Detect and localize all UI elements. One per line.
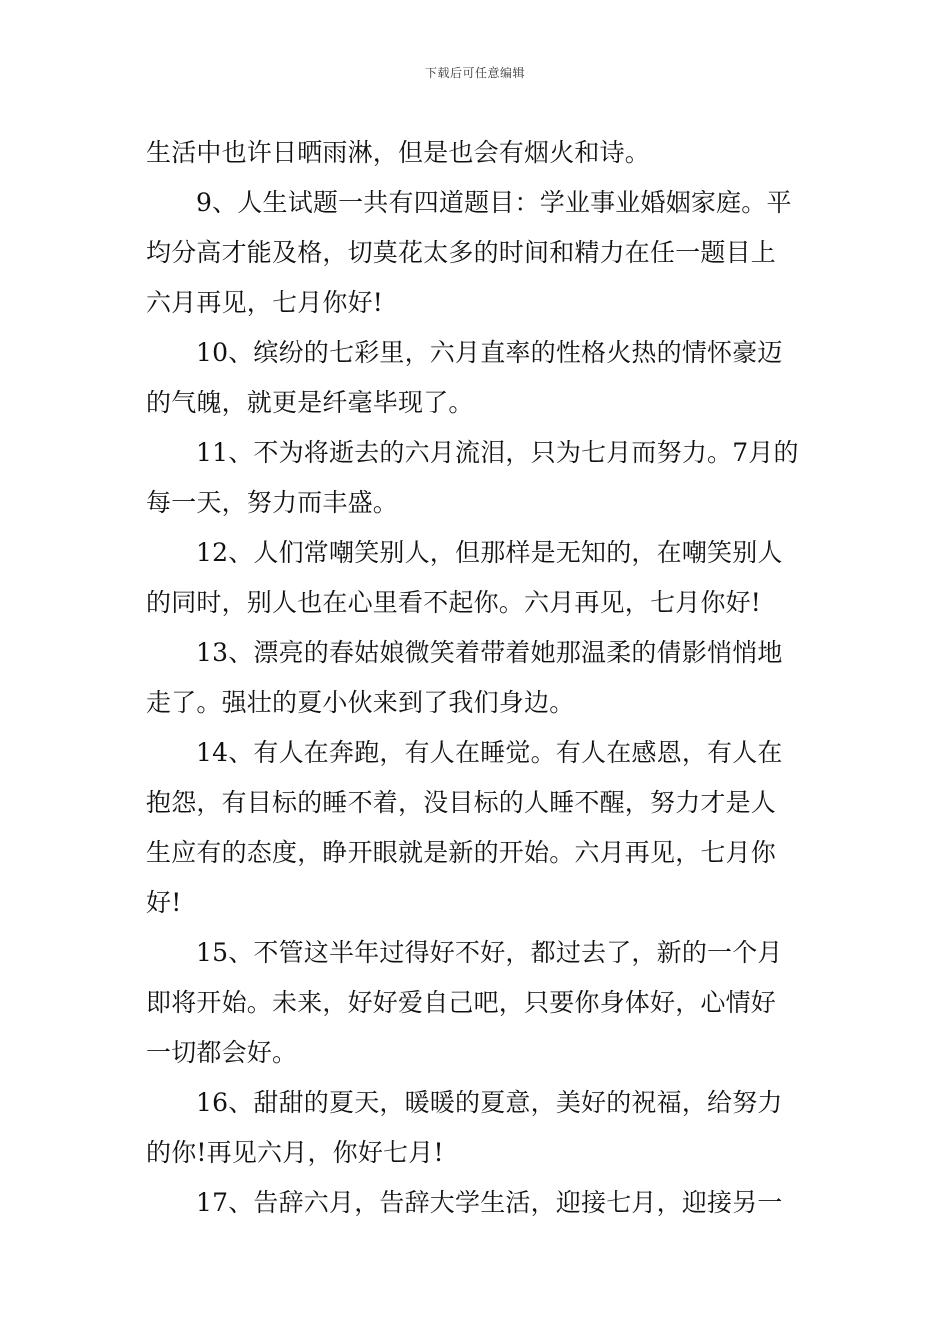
text-line: 11、不为将逝去的六月流泪，只为七月而努力。7月的 <box>196 438 799 467</box>
text-line: 16、甜甜的夏天，暖暖的夏意，美好的祝福，给努力 <box>196 1088 783 1117</box>
text-line: 每一天，努力而丰盛。 <box>146 488 399 517</box>
text-line: 生应有的态度，睁开眼就是新的开始。六月再见，七月你 <box>146 838 777 867</box>
text-line: 好! <box>146 888 182 917</box>
text-line: 12、人们常嘲笑别人，但那样是无知的，在嘲笑别人 <box>196 538 783 567</box>
text-line: 六月再见，七月你好! <box>146 288 384 317</box>
text-line: 一切都会好。 <box>146 1038 298 1067</box>
text-line: 的你!再见六月，你好七月! <box>146 1138 444 1167</box>
text-line: 15、不管这半年过得好不好，都过去了，新的一个月 <box>196 938 783 967</box>
text-line: 生活中也许日晒雨淋，但是也会有烟火和诗。 <box>146 138 651 167</box>
text-line: 9、人生试题一共有四道题目：学业事业婚姻家庭。平 <box>196 188 792 217</box>
text-line: 14、有人在奔跑，有人在睡觉。有人在感恩，有人在 <box>196 738 783 767</box>
text-line: 的同时，别人也在心里看不起你。六月再见，七月你好! <box>146 588 762 617</box>
text-line: 13、漂亮的春姑娘微笑着带着她那温柔的倩影悄悄地 <box>196 638 783 667</box>
text-line: 10、缤纷的七彩里，六月直率的性格火热的情怀豪迈 <box>196 338 783 367</box>
text-line: 均分高才能及格，切莫花太多的时间和精力在任一题目上 <box>146 238 777 267</box>
page-header: 下载后可任意编辑 <box>424 66 525 80</box>
text-line: 的气魄，就更是纤毫毕现了。 <box>146 388 474 417</box>
text-line: 抱怨，有目标的睡不着，没目标的人睡不醒，努力才是人 <box>146 788 777 817</box>
text-line: 即将开始。未来，好好爱自己吧，只要你身体好，心情好 <box>146 988 777 1017</box>
text-line: 走了。强壮的夏小伙来到了我们身边。 <box>146 688 575 717</box>
body-text <box>146 128 806 1228</box>
text-line: 17、告辞六月，告辞大学生活，迎接七月，迎接另一 <box>196 1188 783 1217</box>
